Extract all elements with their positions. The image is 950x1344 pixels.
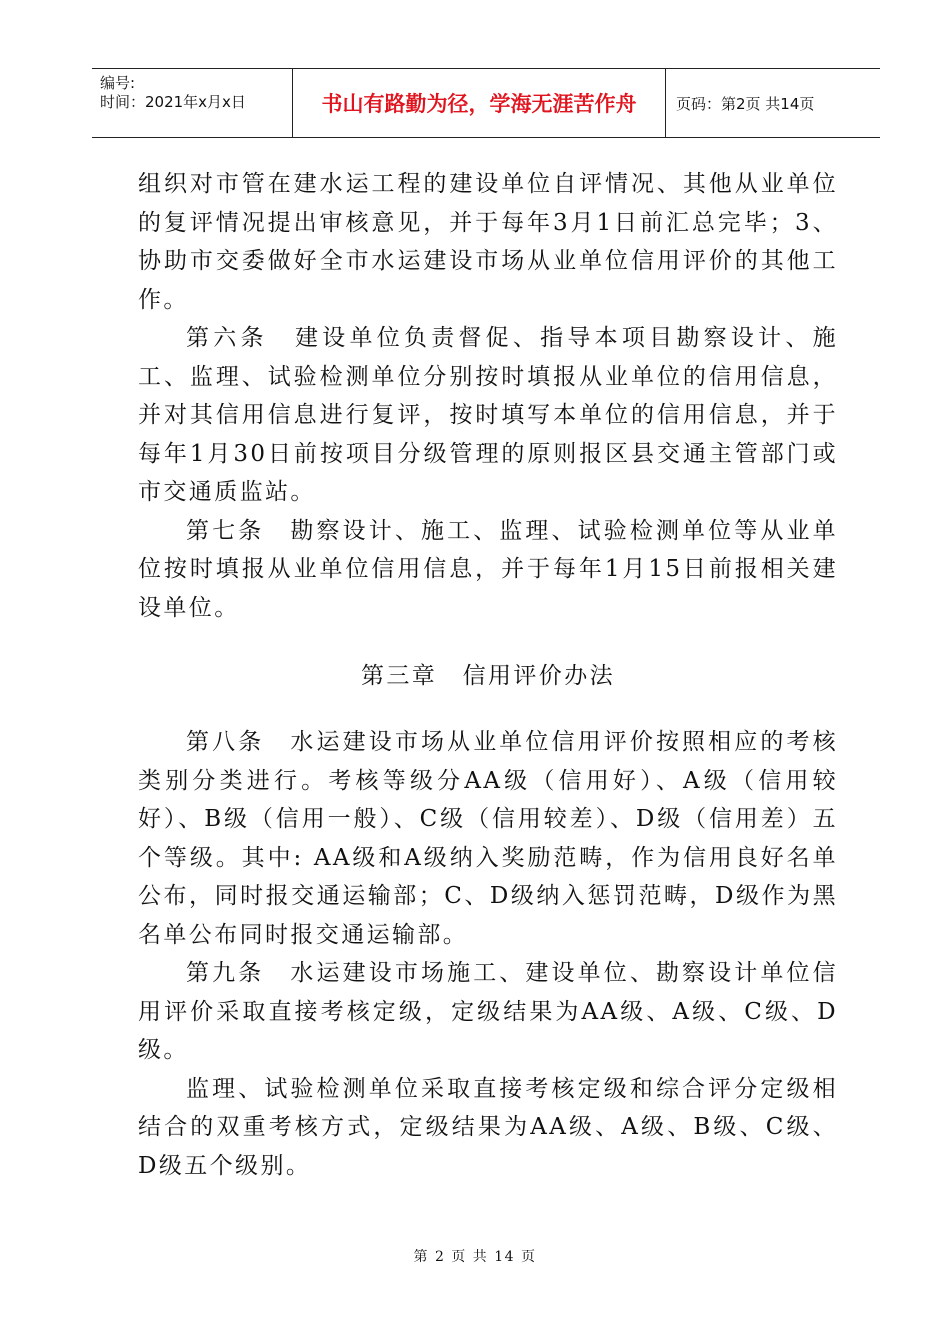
- document-body: [138, 165, 838, 1185]
- time-label: 时间：2021年x月x日: [100, 93, 246, 111]
- paragraph-supervision: 监理、试验检测单位采取直接考核定级和综合评分定级相结合的双重考核方式，定级结果为AA级、A级、B级、C级、D级五个级别。: [138, 1075, 838, 1179]
- header-motto: 书山有路勤为径，学海无涯苦作舟: [293, 69, 666, 137]
- page-footer: 第 2 页 共 14 页: [413, 1249, 537, 1265]
- paragraph-article-6: 第六条 建设单位负责督促、指导本项目勘察设计、施工、监理、试验检测单位分别按时填报从业单位的信用信息，并对其信用信息进行复评，按时填写本单位的信用信息，并于每年1月30日前按项目分级管理的原则报区县交通主管部门或市交通质监站。: [138, 325, 838, 505]
- paragraph-article-9: 第九条 水运建设市场施工、建设单位、勘察设计单位信用评价采取直接考核定级，定级结果为AA级、A级、C级、D级。: [138, 960, 838, 1063]
- header-meta-cell: [92, 69, 293, 137]
- paragraph-article-8: 第八条 水运建设市场从业单位信用评价按照相应的考核类别分类进行。考核等级分AA级（信用好）、A级（信用较好）、B级（信用一般）、C级（信用较差）、D级（信用差）五个等级。其中: AA级和A级纳入奖励范畴，作为信用良好名单公布，同时报交通运输部；C、D级纳入惩罚范畴，D级作为黑名单公布同时报交通运输部。: [138, 729, 838, 948]
- chapter-title: 第三章 信用评价办法: [361, 663, 615, 689]
- header-page-info: 页码：第2页 共14页: [676, 94, 815, 113]
- paragraph-continued: 组织对市管在建水运工程的建设单位自评情况、其他从业单位的复评情况提出审核意见，并于每年3月1日前汇总完毕；3、协助市交委做好全市水运建设市场从业单位信用评价的其他工作。: [138, 171, 838, 313]
- number-label: 编号:: [100, 74, 136, 92]
- page-header: [92, 68, 880, 138]
- paragraph-article-7: 第七条 勘察设计、施工、监理、试验检测单位等从业单位按时填报从业单位信用信息，并于每年1月15日前报相关建设单位。: [138, 517, 838, 621]
